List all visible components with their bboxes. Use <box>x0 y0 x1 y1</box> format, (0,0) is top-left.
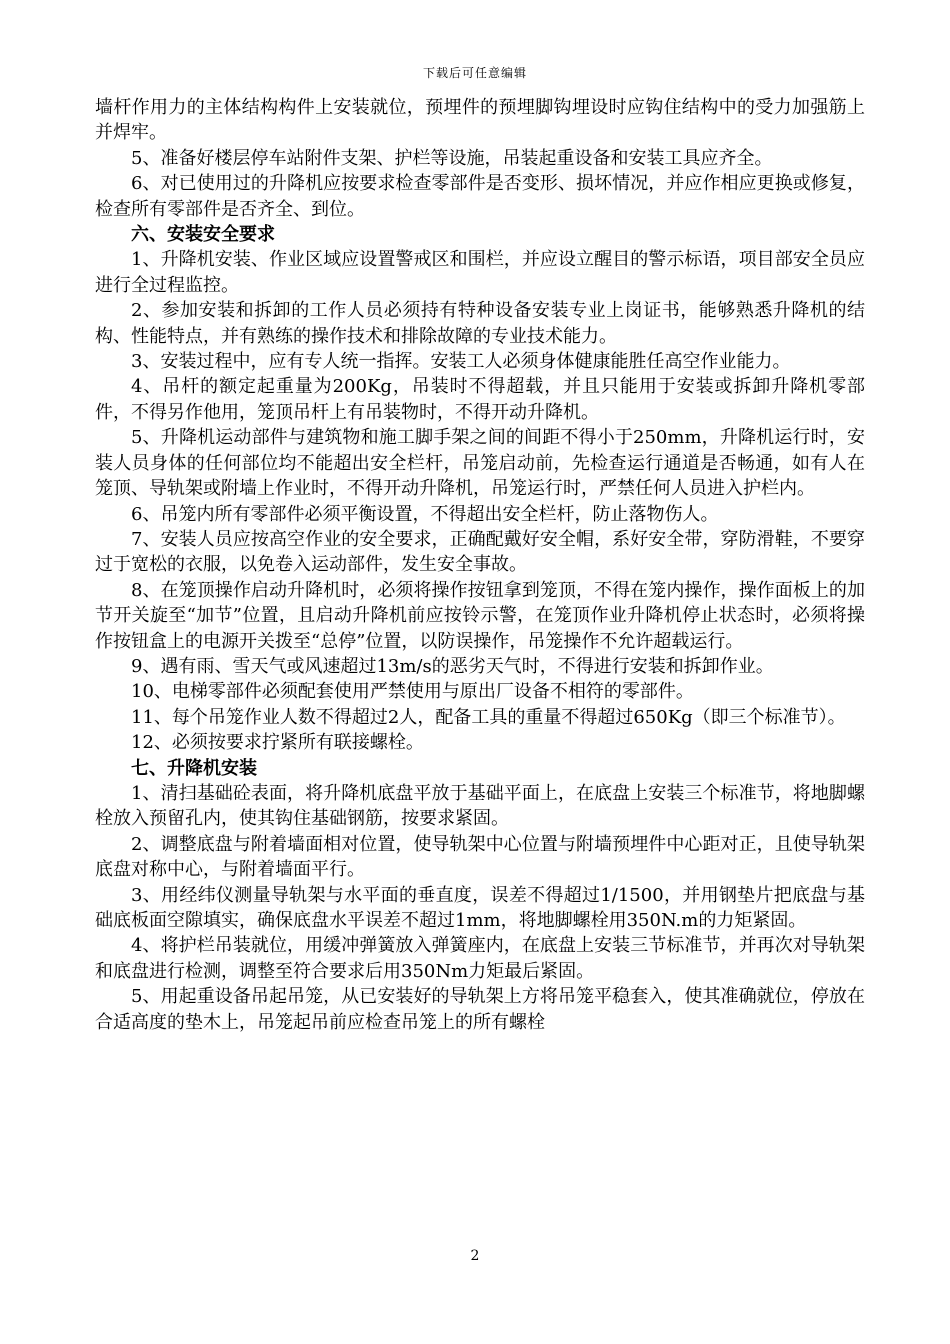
paragraph: 7、安装人员应按高空作业的安全要求，正确配戴好安全帽，系好安全带，穿防滑鞋，不要穿过于宽松的衣服，以免卷入运动部件，发生安全事故。 <box>95 528 865 576</box>
paragraph: 3、用经纬仪测量导轨架与水平面的垂直度，误差不得超过1/1500，并用钢垫片把底盘与基础底板面空隙填实，确保底盘水平误差不超过1mm，将地脚螺栓用350N.m的力矩紧固。 <box>95 884 865 931</box>
paragraph: 2、调整底盘与附着墙面相对位置，使导轨架中心位置与附墙预埋件中心距对正，且使导轨架底盘对称中心，与附着墙面平行。 <box>95 833 865 881</box>
paragraph: 9、遇有雨、雪天气或风速超过13m/s的恶劣天气时，不得进行安装和拆卸作业。 <box>131 655 774 677</box>
paragraph: 6、对已使用过的升降机应按要求检查零部件是否变形、损坏情况，并应作相应更换或修复，检查所有零部件是否齐全、到位。 <box>95 173 865 220</box>
paragraph: 1、清扫基础砼表面，将升降机底盘平放于基础平面上，在底盘上安装三个标准节，将地脚螺栓放入预留孔内，使其钩住基础钢筋，按要求紧固。 <box>95 782 865 830</box>
section-heading: 七、升降机安装 <box>131 757 257 779</box>
paragraph: 6、吊笼内所有零部件必须平衡设置，不得超出安全栏杆，防止落物伤人。 <box>131 503 719 525</box>
paragraph: 12、必须按要求拧紧所有联接螺栓。 <box>131 732 424 754</box>
paragraph: 5、准备好楼层停车站附件支架、护栏等设施，吊装起重设备和安装工具应齐全。 <box>131 147 773 169</box>
paragraph: 1、升降机安装、作业区域应设置警戒区和围栏，并应设立醒目的警示标语，项目部安全员应进行全过程监控。 <box>95 249 865 296</box>
paragraph: 5、用起重设备吊起吊笼，从已安装好的导轨架上方将吊笼平稳套入，使其准确就位，停放在合适高度的垫木上，吊笼起吊前应检查吊笼上的所有螺栓 <box>95 986 865 1033</box>
paragraph: 5、升降机运动部件与建筑物和施工脚手架之间的间距不得小于250mm，升降机运行时，安装人员身体的任何部位均不能超出安全栏杆，吊笼启动前，先检查运行通道是否畅通，如有人在笼顶、导轨架或附墙上作业时，不得开动升降机，吊笼运行时，严禁任何人员进入护栏内。 <box>95 427 865 500</box>
document-body <box>95 95 865 1035</box>
paragraph: 8、在笼顶操作启动升降机时，必须将操作按钮拿到笼顶，不得在笼内操作，操作面板上的加节开关旋至“加节”位置，且启动升降机前应按铃示警，在笼顶作业升降机停止状态时，必须将操作按钮盒上的电源开关拨至“总停”位置，以防误操作，吊笼操作不允许超载运行。 <box>95 579 865 652</box>
paragraph: 4、将护栏吊装就位，用缓冲弹簧放入弹簧座内，在底盘上安装三节标准节，并再次对导轨架和底盘进行检测，调整至符合要求后用350Nm力矩最后紧固。 <box>95 935 865 982</box>
paragraph: 4、吊杆的额定起重量为200Kg，吊装时不得超载，并且只能用于安装或拆卸升降机零部件，不得另作他用，笼顶吊杆上有吊装物时，不得开动升降机。 <box>95 376 865 423</box>
page-number: 2 <box>470 1248 480 1264</box>
paragraph: 3、安装过程中，应有专人统一指挥。安装工人必须身体健康能胜任高空作业能力。 <box>131 351 791 373</box>
paragraph: 11、每个吊笼作业人数不得超过2人，配备工具的重量不得超过650Kg（即三个标准节）。 <box>131 706 846 728</box>
paragraph: 2、参加安装和拆卸的工作人员必须持有特种设备安装专业上岗证书，能够熟悉升降机的结构、性能特点，并有熟练的操作技术和排除故障的专业技术能力。 <box>95 300 865 347</box>
section-heading: 六、安装安全要求 <box>131 224 275 246</box>
paragraph: 10、电梯零部件必须配套使用严禁使用与原出厂设备不相符的零部件。 <box>131 681 694 703</box>
page-header: 下载后可任意编辑 <box>422 66 527 80</box>
paragraph-continuation: 墙杆作用力的主体结构构件上安装就位，预埋件的预埋脚钩埋设时应钩住结构中的受力加强筋上并焊牢。 <box>95 97 865 144</box>
